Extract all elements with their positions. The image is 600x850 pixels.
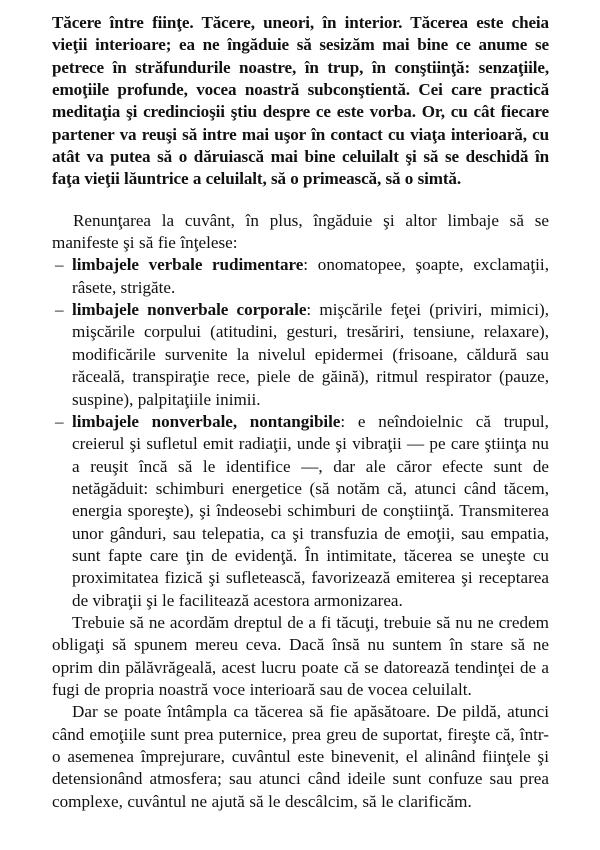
list-item-lead: limbajele nonverbale corporale [72,300,307,320]
paragraph-dar-se-poate-intampla: Dar se poate întâmpla ca tăcerea să fie apăsătoare. De pildă, atunci când emoţiile sunt prea puternice, prea greu de suportat, fireşte că, într-o asemenea împrejurare, cuvântul este binevenit, el alinând fiinţele şi detensionând atmosfera; sau atunci când ideile sunt confuze sau prea complexe, cuvântul ne ajută să le descâlcim, să le clarificăm. [52,702,549,811]
list-item-body: : onomatopee, şoapte, exclamaţii, râsete, strigăte. [72,255,549,297]
list-item-lead: limbajele nonverbale, nontangibile [72,411,341,431]
language-types-list [52,254,549,612]
en-dash-marker-icon: – [55,255,64,275]
paragraph-silence-between-beings: Tăcere între fiinţe. Tăcere, uneori, în interior. Tăcerea este cheia vieţii interioare; ea ne îngăduie să sesizăm mai bine ce anume se petrece în străfundurile noastre, în trup, în conştiinţă: senzaţiile, emoţiile profunde, vocea noastră subconştientă. Cei care practică meditaţia şi credincioşii ştiu despre ce este vorba. Or, cu cât fiecare partener va reuşi să intre mai uşor în contact cu viaţa interioară, cu atât va putea să o dăruiască mai bine celuilalt şi să se deschidă în faţa vieţii lăuntrice a celuilalt, să o primească, să o simtă. [52,13,549,189]
list-item-body: : mişcările feţei (priviri, mimici), mişcările corpului (atitudini, gesturi, tresăriri, tensiune, relaxare), modificările survenite la nivelul epidermei (frisoane, căldură sau răceală, transpiraţie rece, piele de găină), ritmul respirator (pauze, suspine), palpitaţiile inimii. [72,300,549,409]
list-item-body: : e neîndoielnic că trupul, creierul şi sufletul emit radiaţii, unde şi vibraţii — pe care ştiinţa nu a reuşit încă să le identifice —, dar ale căror efecte sunt de netăgăduit: schimburi energetice (să notăm că, atunci când tăcem, energia sporeşte), şi îndeosebi schimburi de conştiinţă. Transmiterea unor gânduri, sau telepatia, ca şi transfuzia de emoţii, sau empatia, sunt fapte care ţin de evidenţă. În intimitate, tăcerea se uneşte cu proximitatea fizică şi sufletească, favorizează emiterea şi receptarea de vibraţii şi le facilitează acestora armonizarea. [72,411,549,610]
en-dash-marker-icon: – [55,411,64,431]
en-dash-marker-icon: – [55,300,64,320]
text-column [52,12,549,813]
paragraph-trebuie-sa-ne-acordam: Trebuie să ne acordăm dreptul de a fi tăcuţi, trebuie să nu ne credem obligaţi să spunem mereu ceva. Dacă însă nu suntem în stare să ne oprim din pălăvrăgeală, acest lucru poate că se datorează tendinţei de a fugi de propria noastră voce interioară sau de vocea celuilalt. [52,612,549,699]
list-item-lead: limbajele verbale rudimentare [72,255,304,275]
list-item [52,411,549,612]
list-item [52,254,549,299]
list-item [52,299,549,411]
paragraph-renuntarea-la-cuvant: Renunţarea la cuvânt, în plus, îngăduie şi altor limbaje să se manifeste şi să fie înţelese: [52,210,549,253]
